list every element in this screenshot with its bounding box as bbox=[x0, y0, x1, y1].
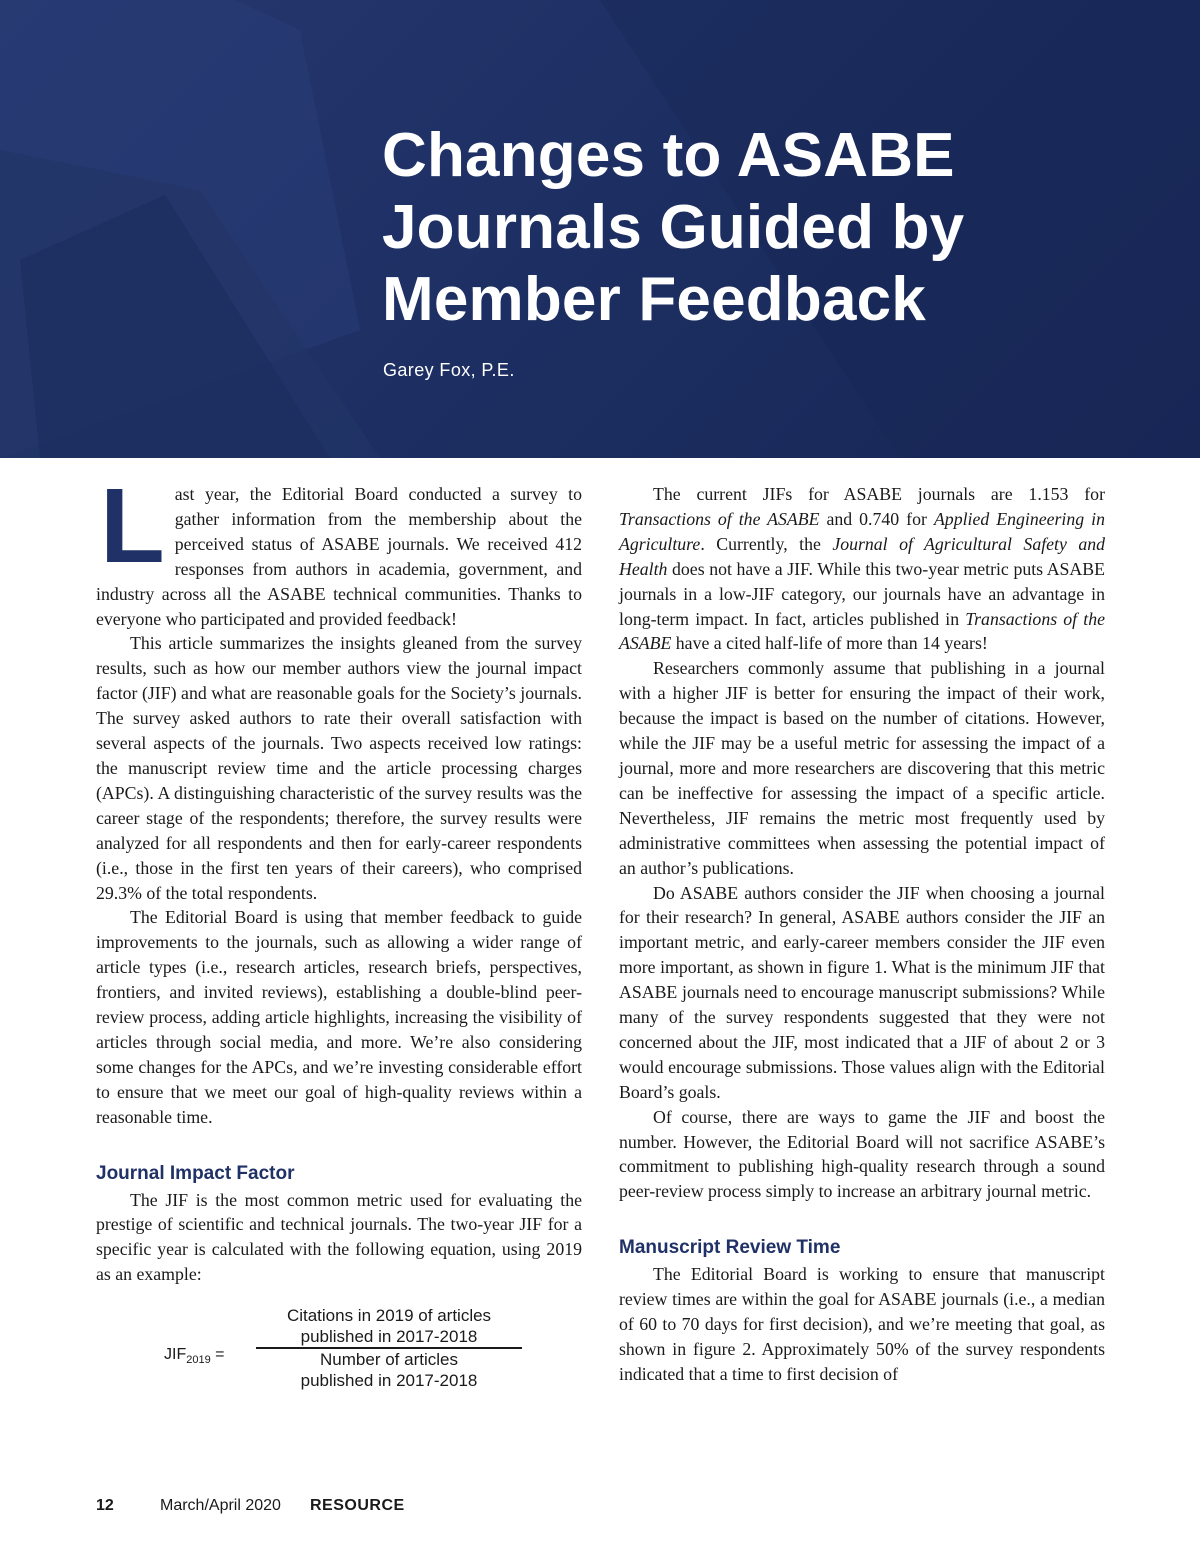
jif-equation bbox=[96, 1301, 582, 1411]
left-column bbox=[96, 467, 582, 1411]
equation-lhs: $JIF_{2019}$ = bbox=[164, 1346, 225, 1367]
summary-paragraph: This article summarizes the insights gleaned from the survey results, such as how our member authors view the journal impact factor (JIF) and what are reasonable goals for the Society’s journals. The survey asked authors to rate their overall satisfaction with several aspects of the journals. Two aspects received low ratings: the manuscript review time and the article processing charges (APCs). A distinguishing characteristic of the survey results was the career stage of the respondents; therefore, the survey results were analyzed for all respondents and then for early-career respondents (i.e., those in the first ten years of their careers), who comprised 29.3% of the total respondents. bbox=[96, 633, 582, 903]
article-title bbox=[382, 120, 1182, 336]
page-number: 12 bbox=[96, 1497, 114, 1514]
title-line-1: Changes to ASABE bbox=[382, 121, 955, 190]
hero-banner bbox=[0, 0, 1200, 458]
equation-denominator: Number of articles published in 2017-2018 bbox=[300, 1350, 478, 1391]
current-jif-paragraph: The current JIFs for ASABE journals are 1.153 for Transactions of the ASABE and 0.740 for Applied Engineering in Agriculture. Currently, the Journal of Agricultural Safety and Health does not have a JIF. While this two-year metric puts ASABE journals in a low-JIF category, our journals have an advantage in long-term impact. In fact, articles published in Transactions of the ASABE have a cited half-life of more than 14 years! bbox=[619, 484, 1105, 654]
issue-date: March/April 2020 bbox=[160, 1497, 281, 1514]
heading-manuscript-review-time: Manuscript Review Time bbox=[619, 1237, 841, 1259]
equation-numerator: Citations in 2019 of articles published in 2017-2018 bbox=[286, 1306, 492, 1347]
title-line-3: Member Feedback bbox=[382, 265, 926, 334]
game-the-jif-paragraph: Of course, there are ways to game the JIF and boost the number. However, the Editorial Board will not sacrifice ASABE’s commitment to publishing high-quality research through a sound peer-review process simply to increase an arbitrary journal metric. bbox=[619, 1106, 1105, 1202]
improvements-paragraph: The Editorial Board is using that member feedback to guide improvements to the journals, such as allowing a wider range of article types (i.e., research articles, research briefs, perspectives, frontiers, and invited reviews), establishing a double-blind peer-review process, adding article highlights, increasing the visibility of articles through social media, and more. We’re also considering some changes for the APCs, and we’re investing considerable effort to ensure that we meet our goal of high-quality reviews within a reasonable time. bbox=[96, 907, 582, 1127]
authors-consider-jif-paragraph: Do ASABE authors consider the JIF when choosing a journal for their research? In general, ASABE authors consider the JIF an important metric, and early-career members consider the JIF even more important, as shown in figure 1. What is the minimum JIF that ASABE journals need to encourage manuscript submissions? While many of the survey respondents suggested that they were not concerned about the JIF, most indicated that a JIF of about 2 or 3 would encourage submissions. Those values align with the Editorial Board’s goals. bbox=[619, 882, 1105, 1102]
title-line-2: Journals Guided by bbox=[382, 193, 965, 262]
right-column bbox=[619, 482, 1105, 1387]
heading-journal-impact-factor: Journal Impact Factor bbox=[96, 1162, 295, 1184]
intro-text: ast year, the Editorial Board conducted a survey to gather information from the membership about the perceived status of ASABE journals. We received 412 responses from authors in academia, government, and industry across all the ASABE technical communities. Thanks to everyone who participated and provided feedback! bbox=[96, 484, 582, 629]
drop-cap: L bbox=[100, 467, 165, 585]
researchers-paragraph: Researchers commonly assume that publishing in a journal with a higher JIF is better for ensuring the impact of their work, because the impact is based on the number of citations. However, while the JIF may be a useful metric for assessing the impact of a journal, more and more researchers are discovering that this metric can be ineffective for assessing the impact of a specific article. Nevertheless, JIF remains the metric most frequently used by administrative committees when assessing the potential impact of an author’s publications. bbox=[619, 658, 1105, 878]
jif-definition-paragraph: The JIF is the most common metric used for evaluating the prestige of scientific and technical journals. The two-year JIF for a specific year is calculated with the following equation, using 2019 as an example: bbox=[96, 1189, 582, 1285]
review-time-paragraph: The Editorial Board is working to ensure that manuscript review times are within the goal for ASABE journals (i.e., a median of 60 to 70 days for first decision), and we’re meeting that goal, as shown in figure 2. Approximately 50% of the survey respondents indicated that a time to first decision of bbox=[619, 1264, 1105, 1384]
magazine-name: RESOURCE bbox=[310, 1497, 405, 1514]
intro-paragraph bbox=[96, 467, 582, 631]
author-byline: Garey Fox, P.E. bbox=[383, 360, 515, 380]
